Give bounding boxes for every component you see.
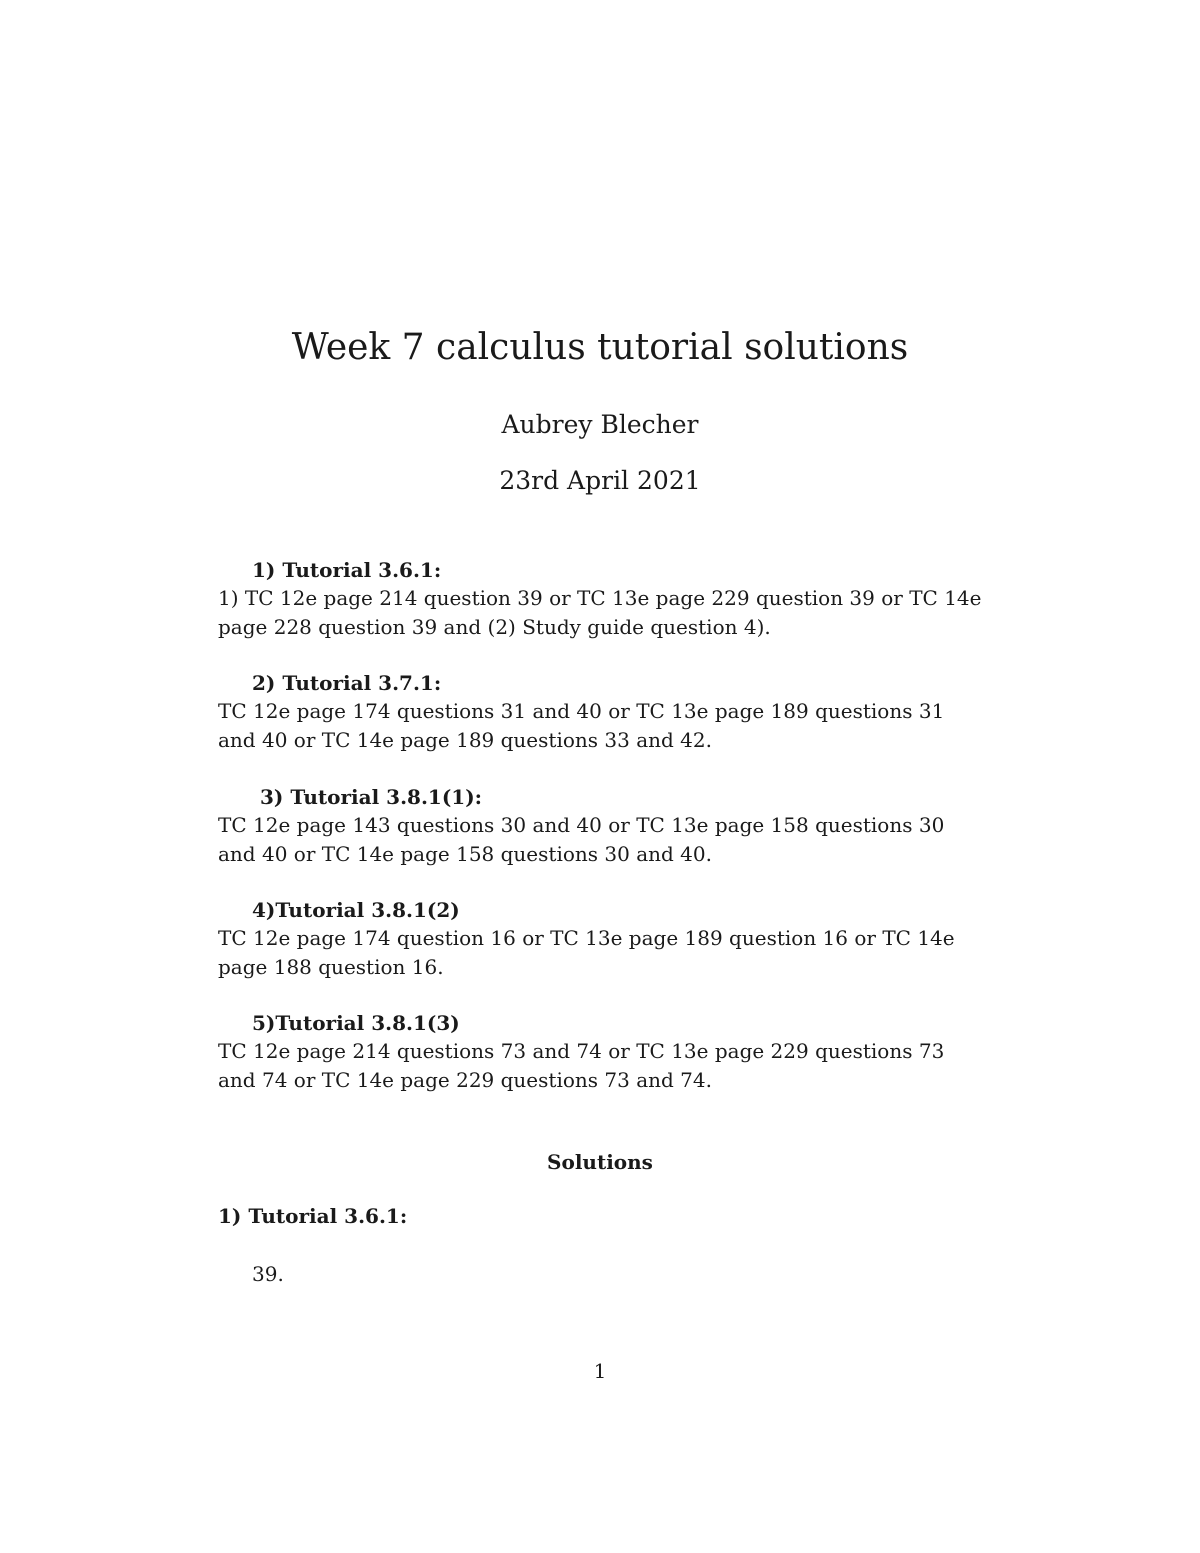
tutorial-item [218,1009,988,1094]
solutions-heading: Solutions [547,1150,653,1174]
tutorial-heading: 3) Tutorial 3.8.1(1): [260,785,483,809]
solution-tutorial-heading: 1) Tutorial 3.6.1: [218,1204,408,1228]
tutorial-description: TC 12e page 143 questions 30 and 40 or TC 13e page 158 questions 30 and 40 or TC 14e page 158 questions 30 and 40. [218,813,945,866]
page-number: 1 [593,1359,607,1383]
tutorial-description: 1) TC 12e page 214 question 39 or TC 13e page 229 question 39 or TC 14e page 228 question 39 and (2) Study guide question 4). [218,586,982,639]
document-author: Aubrey Blecher [501,410,699,439]
tutorial-description: TC 12e page 174 questions 31 and 40 or TC 13e page 189 questions 31 and 40 or TC 14e page 189 questions 33 and 42. [218,699,945,752]
tutorial-item [218,783,988,868]
tutorial-heading: 1) Tutorial 3.6.1: [252,558,442,582]
tutorial-description: TC 12e page 174 question 16 or TC 13e page 189 question 16 or TC 14e page 188 question 16. [218,926,955,979]
solution-question-number: 39. [252,1262,284,1286]
tutorial-description: TC 12e page 214 questions 73 and 74 or TC 13e page 229 questions 73 and 74 or TC 14e page 229 questions 73 and 74. [218,1039,945,1092]
document-date: 23rd April 2021 [499,466,701,495]
tutorial-item [218,896,988,981]
tutorial-heading: 4)Tutorial 3.8.1(2) [252,898,460,922]
tutorial-heading: 5)Tutorial 3.8.1(3) [252,1011,460,1035]
document-title: Week 7 calculus tutorial solutions [291,327,909,368]
tutorial-item [218,556,988,641]
tutorial-item [218,669,988,754]
tutorial-heading: 2) Tutorial 3.7.1: [252,671,442,695]
